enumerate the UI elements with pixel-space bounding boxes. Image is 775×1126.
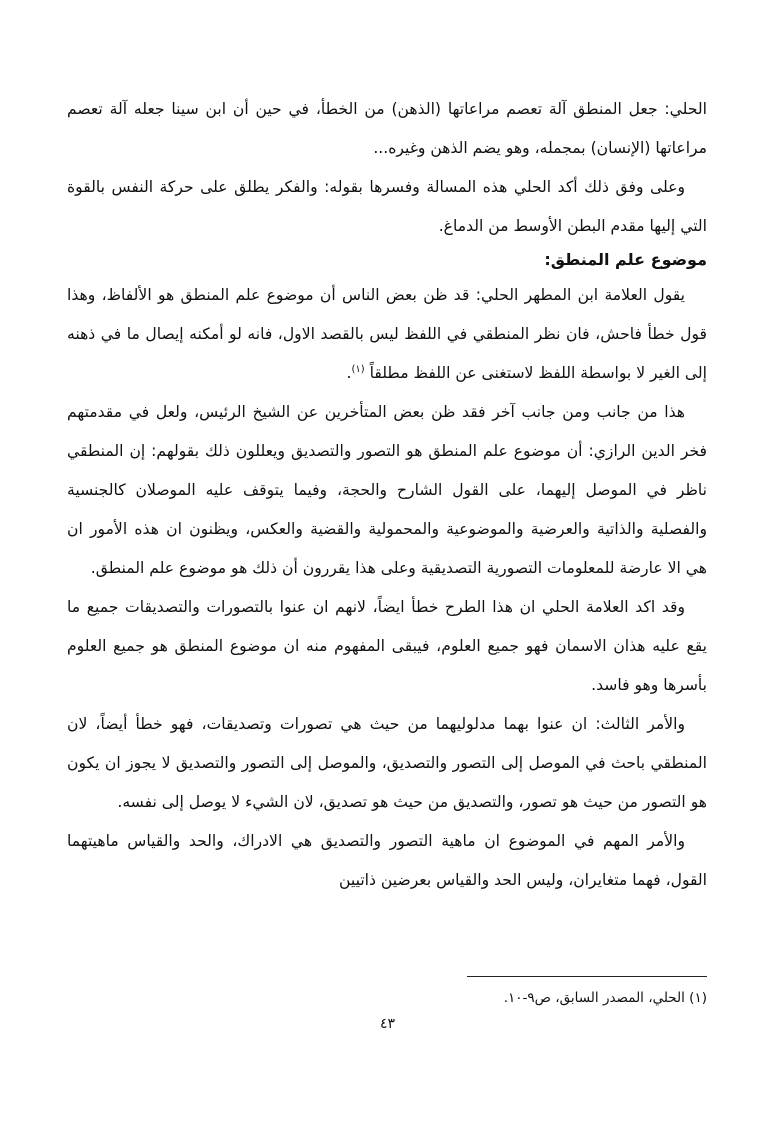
footnote-divider bbox=[467, 976, 707, 977]
paragraph-thought-definition: وعلى وفق ذلك أكد الحلي هذه المسالة وفسرها بقوله: والفكر يطلق على حركة النفس بالقوة التي إليها مقدم البطن الأوسط من الدماغ. bbox=[67, 178, 707, 235]
footnote-marker: (١) bbox=[351, 363, 365, 375]
opening-text bbox=[67, 90, 707, 246]
paragraph-hilli-quote: يقول العلامة ابن المطهر الحلي: قد ظن بعض الناس أن موضوع علم المنطق هو الألفاظ، وهذا قول خطأ فاحش، فان نظر المنطقي في اللفظ ليس بالقصد الاول، فانه لو أمكنه إيصال ما في ذهنه إلى الغير لا بواسطة اللفظ لاستغنى عن اللفظ مطلقاً $^{(١)}$. bbox=[67, 286, 707, 382]
paragraph-later-scholars: هذا من جانب ومن جانب آخر فقد ظن بعض المتأخرين عن الشيخ الرئيس، ولعل في مقدمتهم فخر الدين الرازي: أن موضوع علم المنطق هو التصور والتصديق ويعللون ذلك بقولهم: إن المنطقي ناظر في الموصل إليهما، على القول الشارح والحجة، وفيما يتوقف عليه الموصلان كالجنسية والفصلية والذاتية والعرضية والموضوعية والمحمولية والقضية والعكس، ويظنون ان هذه الأمور ان هي الا عارضة للمعلومات التصورية التصديقية وعلى هذا يقررون أن ذلك هو موضوع علم المنطق. bbox=[67, 403, 707, 577]
paragraph-hilli-critique: وقد اكد العلامة الحلي ان هذا الطرح خطأ ايضاً، لانهم ان عنوا بالتصورات والتصديقات جميع ما يقع عليه هذان الاسمان فهو جميع العلوم، فيبقى المفهوم منه ان موضوع المنطق هو جميع العلوم بأسرها وهو فاسد. bbox=[67, 598, 707, 694]
footnote: (١) الحلي، المصدر السابق، ص٩-١٠. bbox=[503, 990, 707, 1006]
paragraph-third-matter: والأمر الثالث: ان عنوا بهما مدلوليهما من حيث هي تصورات وتصديقات، فهو خطأ أيضاً، لان المنطقي باحث في الموصل إلى التصور والتصديق، والموصل إلى التصور والتصديق لا يجوز ان يكون هو التصور من حيث هو تصور، والتصديق من حيث هو تصديق، لان الشيء لا يوصل إلى نفسه. bbox=[67, 715, 707, 811]
section-heading: موضوع علم المنطق: bbox=[544, 250, 707, 269]
paragraph-continuation: الحلي: جعل المنطق آلة تعصم مراعاتها (الذهن) من الخطأ، في حين أن ابن سينا جعله آلة تعصم مراعاتها (الإنسان) بمجمله، وهو يضم الذهن وغيره... bbox=[67, 100, 707, 157]
main-text bbox=[67, 276, 707, 900]
paragraph-hilli-quote-text: يقول العلامة ابن المطهر الحلي: قد ظن بعض الناس أن موضوع علم المنطق هو الألفاظ، وهذا قول خطأ فاحش، فان نظر المنطقي في اللفظ ليس بالقصد الاول، فانه لو أمكنه إيصال ما في ذهنه إلى الغير لا بواسطة اللفظ لاستغنى عن اللفظ مطلقاً bbox=[67, 286, 707, 382]
paragraph-important-matter: والأمر المهم في الموضوع ان ماهية التصور والتصديق هي الادراك، والحد والقياس ماهيتهما القول، فهما متغايران، وليس الحد والقياس بعرضين ذاتيين bbox=[67, 832, 707, 889]
page-number: ٤٣ bbox=[379, 1016, 396, 1032]
